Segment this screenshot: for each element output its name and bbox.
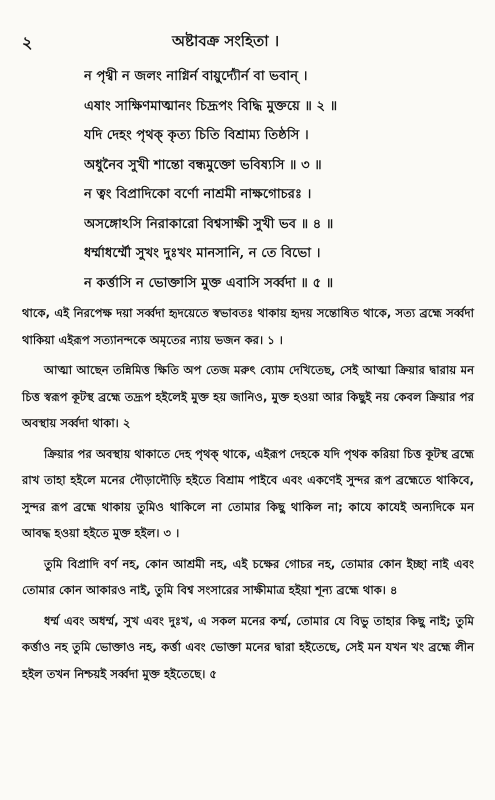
verse-line: ন ত্বং বিপ্রাদিকো বর্ণো নাশ্রমী নাক্ষগোচরঃ । [84,187,312,202]
commentary-paragraph: থাকে, এই নিরপেক্ষ দয়া সর্ব্বদা হৃদয়েতে স্বভাবতঃ থাকায় হৃদয় সন্তোষিত থাকে, সত্য ব্রহ্মে সর্ব্বদা থাকিয়া এইরূপ সত্যানন্দকে অমৃতের ন্যায় ভজন কর। ১ । [22,306,474,347]
verse-line: ন পৃথ্বী ন জলং নাগ্নির্ন বায়ুর্দ্যৌর্ন বা ভবান্ । [84,69,308,84]
bengali-commentary [22,300,474,691]
verse-line: অসঙ্গোঽসি নিরাকারো বিশ্বসাক্ষী সুখী ভব ॥ ৪ ॥ [84,216,334,232]
commentary-paragraph: তুমি বিপ্রাদি বর্ণ নহ, কোন আশ্রমী নহ, এই চক্ষের গোচর নহ, তোমার কোন ইচ্ছা নাই এবং তোমার কোন আকারও নাই, তুমি বিশ্ব সংসারের সাক্ষীমাত্র হইয়া শূন্য ব্রহ্মে থাক। ৪ [22,556,474,597]
sanskrit-verses [84,62,464,298]
commentary-paragraph: ক্রিয়ার পর অবস্থায় থাকাতে দেহ পৃথক্ থাকে, এইরূপ দেহকে যদি পৃথক করিয়া চিত্ত কূটস্থ ব্রহ্মে রাখ তাহা হইলে মনের দৌড়াদৌড়ি হইতে বিশ্রাম পাইবে এবং একণেই সুন্দর রূপ ব্রহ্মেতে থাকিবে, সুন্দর রূপ ব্রহ্মে থাকায় তুমিও থাকিলে না তোমার কিছু থাকিল না; কাযে কাযেই অন্যদিকে মন আবদ্ধ হওয়া হইতে মুক্ত হইল। ৩ । [22,446,474,540]
verse-line: এষাং সাক্ষিণমাত্মানং চিদ্রূপং বিদ্ধি মুক্তয়ে ॥ ২ ॥ [84,98,338,114]
verse-line: ধর্ম্মাধর্ম্মৌ সুখং দুঃখং মানসানি, ন তে বিভো । [84,246,321,261]
running-title: অষ্টাবক্র সংহিতা । [172,32,280,50]
commentary-paragraph: ধর্ম্ম এবং অধর্ম্ম, সুখ এবং দুঃখ, এ সকল মনের কর্ম্ম, তোমার যে বিভু তাহার কিছু নাই; তুমি কর্ত্তাও নহ তুমি ভোক্তাও নহ, কর্ত্তা এবং ভোক্তা মনের দ্বারা হইতেছে, সেই মন যখন খং ব্রহ্মে লীন হইল তখন নিশ্চয়ই সর্ব্বদা মুক্ত হইতেছে। ৫ [22,613,474,681]
verse-line: ন কর্ত্তাসি ন ভোক্তাসি মুক্ত এবাসি সর্ব্বদা ॥ ৫ ॥ [84,275,334,291]
page-header [22,30,473,56]
verse-line: যদি দেহং পৃথক্ কৃত্য চিতি বিশ্রাম্য তিষ্ঠসি । [84,128,309,143]
verse-line: অধুনৈব সুখী শান্তো বন্ধমুক্তো ভবিষ্যসি ॥ ৩ ॥ [84,157,322,173]
commentary-paragraph: আত্মা আছেন তন্নিমিত্ত ক্ষিতি অপ তেজ মরুৎ ব্যোম দেখিতেছ, সেই আত্মা ক্রিয়ার দ্বারায় মন চিত্ত স্বরূপ কূটস্থ ব্রহ্মে তদ্রূপ হইলেই মুক্ত হয় জানিও, মুক্ত হওয়া আর কিছুই নয় কেবল ক্রিয়ার পর অবস্থায় সর্ব্বদা থাকা। ২ [22,363,474,430]
page-number: ২ [22,33,33,52]
